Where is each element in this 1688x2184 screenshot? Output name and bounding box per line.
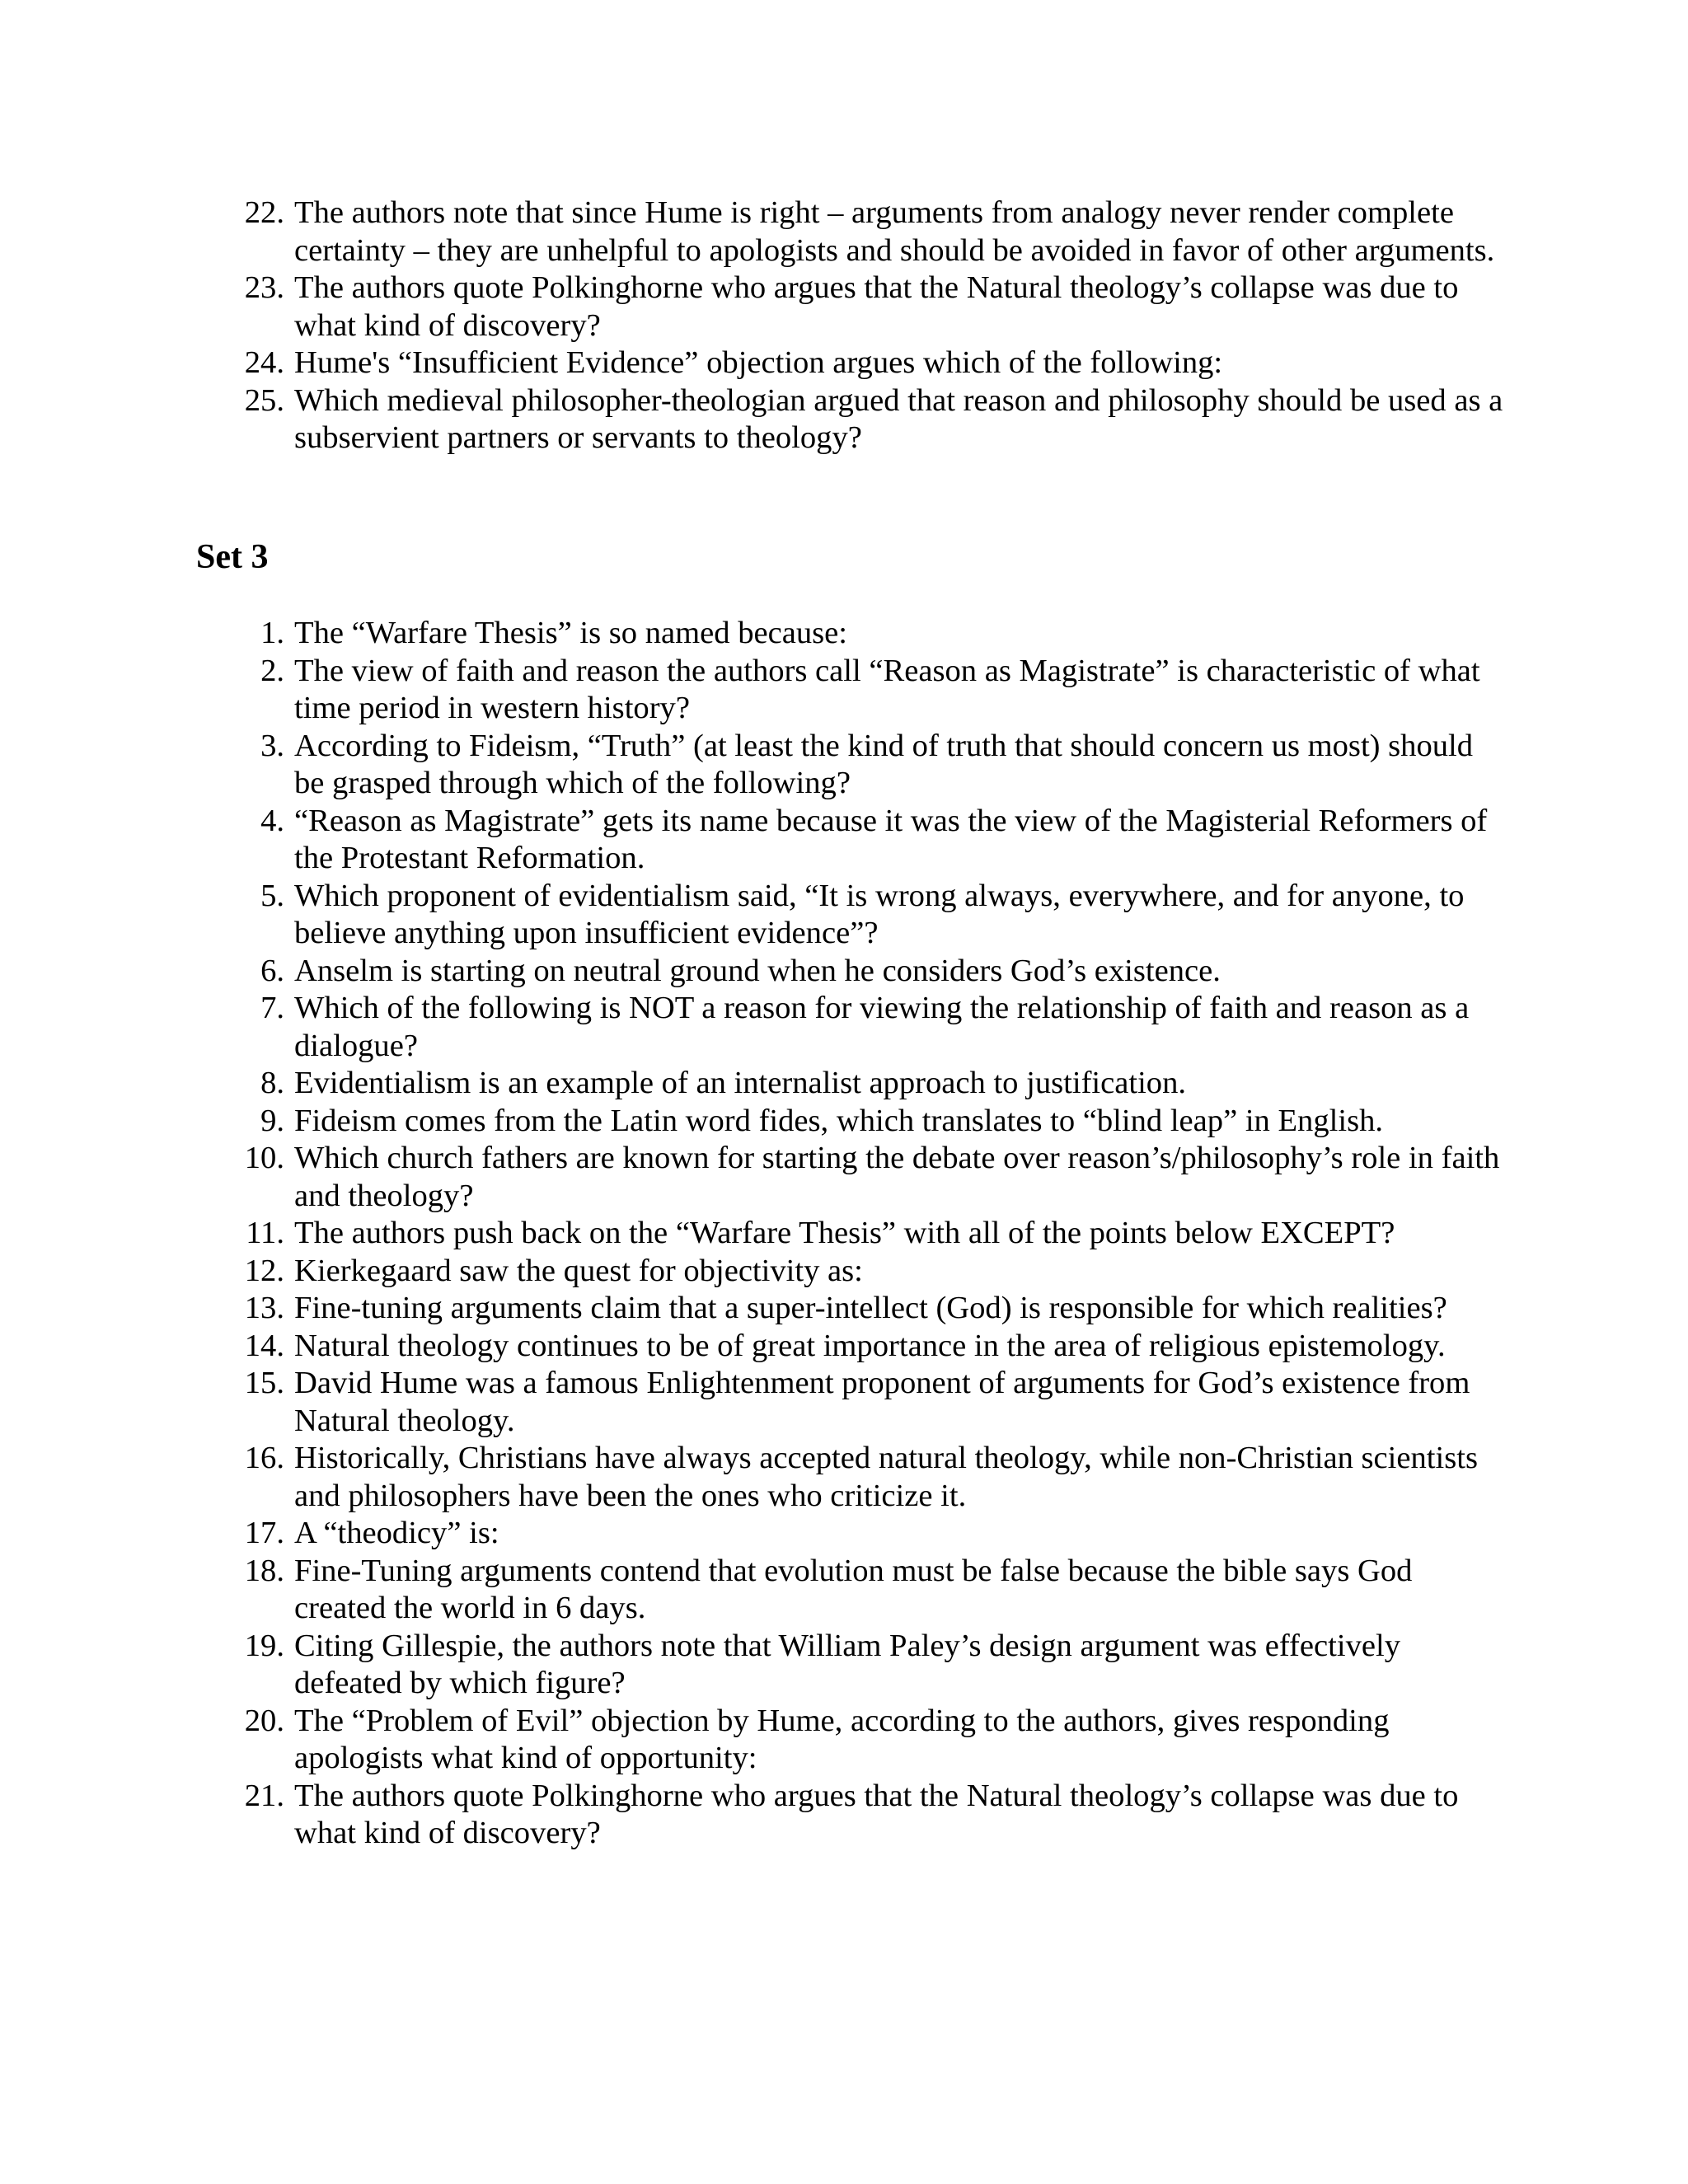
question-number: 2.	[260, 653, 284, 688]
question-item	[0, 1215, 1506, 1253]
question-item	[0, 878, 1506, 953]
set2-question-list	[0, 194, 1688, 457]
question-number: 15.	[244, 1366, 284, 1400]
question-text: Hume's “Insufficient Evidence” objection argues which of the following:	[294, 345, 1223, 380]
question-number: 18.	[244, 1553, 284, 1588]
question-number: 6.	[260, 953, 284, 988]
question-item	[0, 953, 1506, 991]
question-text: Historically, Christians have always accepted natural theology, while non-Christian scientists and philosophers have been the ones who criticize it.	[294, 1441, 1478, 1513]
question-number: 25.	[244, 382, 284, 418]
question-number: 9.	[260, 1103, 284, 1138]
question-text: David Hume was a famous Enlightenment proponent of arguments for God’s existence from Natural theology.	[294, 1366, 1470, 1438]
question-text: Fine-tuning arguments claim that a super-intellect (God) is responsible for which realities?	[294, 1291, 1447, 1325]
question-number: 23.	[244, 270, 284, 305]
question-text: The authors quote Polkinghorne who argues that the Natural theology’s collapse was due to what kind of discovery?	[294, 1778, 1459, 1850]
question-number: 10.	[244, 1141, 284, 1175]
question-item	[0, 990, 1506, 1065]
question-item	[0, 1290, 1506, 1328]
question-number: 5.	[260, 878, 284, 913]
question-number: 16.	[244, 1441, 284, 1475]
question-item	[0, 1065, 1506, 1103]
question-item	[0, 1703, 1506, 1778]
question-number: 19.	[244, 1628, 284, 1663]
question-item	[0, 1778, 1506, 1853]
question-number: 11.	[246, 1216, 284, 1250]
question-number: 21.	[244, 1778, 284, 1813]
question-text: According to Fideism, “Truth” (at least the kind of truth that should concern us most) should be grasped through which of the following?	[294, 728, 1474, 800]
question-text: The authors push back on the “Warfare Thesis” with all of the points below EXCEPT?	[294, 1216, 1395, 1250]
question-text: Natural theology continues to be of great importance in the area of religious epistemology.	[294, 1328, 1446, 1363]
question-text: Kierkegaard saw the quest for objectivity as:	[294, 1253, 863, 1288]
question-text: The “Problem of Evil” objection by Hume, according to the authors, gives responding apologists what kind of opportunity:	[294, 1703, 1390, 1775]
question-item	[0, 1440, 1506, 1515]
question-item	[0, 1365, 1506, 1440]
question-number: 3.	[260, 728, 284, 763]
question-item	[0, 269, 1506, 344]
question-item	[0, 728, 1506, 803]
question-number: 12.	[244, 1253, 284, 1288]
question-text: Which church fathers are known for starting the debate over reason’s/philosophy’s role in faith and theology?	[294, 1141, 1500, 1213]
question-item	[0, 615, 1506, 653]
question-number: 4.	[260, 803, 284, 838]
question-number: 14.	[244, 1328, 284, 1363]
question-text: The authors quote Polkinghorne who argues that the Natural theology’s collapse was due to what kind of discovery?	[294, 270, 1459, 343]
set3-heading: Set 3	[196, 538, 269, 576]
question-number: 13.	[244, 1291, 284, 1325]
question-text: The view of faith and reason the authors call “Reason as Magistrate” is characteristic of what time period in western history?	[294, 653, 1480, 725]
question-text: Which proponent of evidentialism said, “It is wrong always, everywhere, and for anyone, to believe anything upon insufficient evidence”?	[294, 878, 1465, 950]
question-text: A “theodicy” is:	[294, 1516, 499, 1550]
question-number: 8.	[260, 1066, 284, 1100]
question-item	[0, 1553, 1506, 1628]
question-item	[0, 382, 1506, 457]
question-text: The “Warfare Thesis” is so named because:	[294, 616, 848, 650]
question-item	[0, 1253, 1506, 1291]
question-text: Evidentialism is an example of an internalist approach to justification.	[294, 1066, 1187, 1100]
question-item	[0, 194, 1506, 269]
question-item	[0, 653, 1506, 728]
question-text: Fine-Tuning arguments contend that evolution must be false because the bible says God created the world in 6 days.	[294, 1553, 1413, 1625]
question-item	[0, 1515, 1506, 1553]
question-item	[0, 803, 1506, 878]
set3-question-list	[0, 615, 1688, 1853]
question-item	[0, 1103, 1506, 1141]
question-number: 1.	[260, 616, 284, 650]
question-text: Anselm is starting on neutral ground when he considers God’s existence.	[294, 953, 1221, 988]
question-text: Which medieval philosopher-theologian argued that reason and philosophy should be used as a subservient partners or servants to theology?	[294, 382, 1503, 455]
question-item	[0, 1628, 1506, 1703]
question-text: “Reason as Magistrate” gets its name because it was the view of the Magisterial Reformers of the Protestant Reformation.	[294, 803, 1488, 875]
question-number: 22.	[244, 195, 284, 230]
question-text: Which of the following is NOT a reason for viewing the relationship of faith and reason as a dialogue?	[294, 991, 1470, 1063]
question-item	[0, 1140, 1506, 1215]
question-number: 24.	[244, 345, 284, 380]
question-number: 7.	[260, 991, 284, 1025]
question-number: 17.	[244, 1516, 284, 1550]
question-text: Citing Gillespie, the authors note that William Paley’s design argument was effectively defeated by which figure?	[294, 1628, 1400, 1700]
question-number: 20.	[244, 1703, 284, 1738]
question-item	[0, 1328, 1506, 1366]
question-item	[0, 344, 1506, 382]
question-text: The authors note that since Hume is right – arguments from analogy never render complete certainty – they are unhelpful to apologists and should be avoided in favor of other arguments.	[294, 195, 1495, 268]
question-text: Fideism comes from the Latin word fides, which translates to “blind leap” in English.	[294, 1103, 1384, 1138]
